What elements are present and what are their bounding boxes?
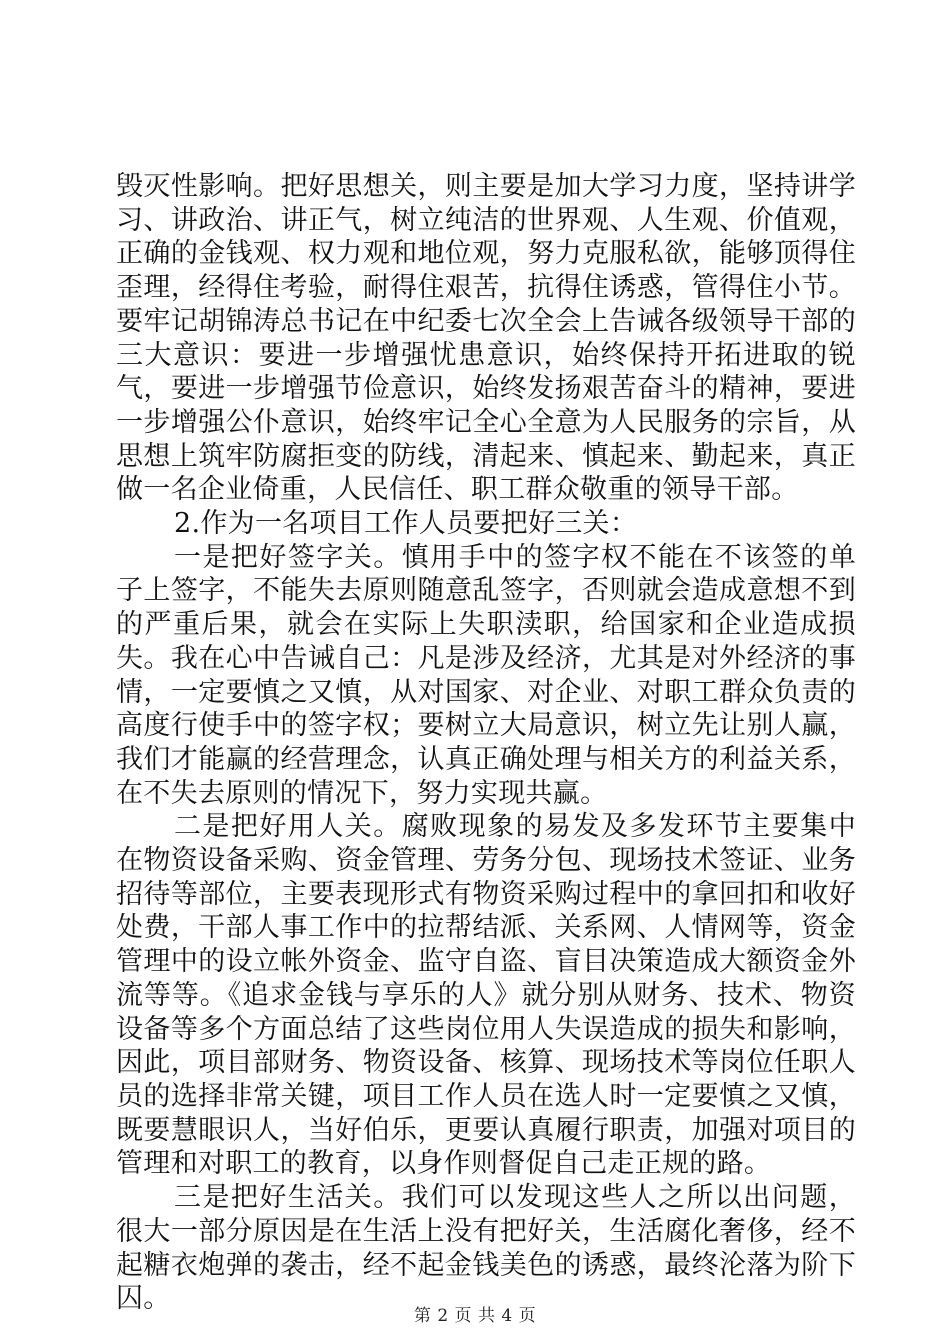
paragraph-continued: 毁灭性影响。把好思想关，则主要是加大学习力度，坚持讲学习、讲政治、讲正气，树立纯洁的世界观、人生观、价值观，正确的金钱观、权力观和地位观，努力克服私欲，能够顶得住歪理，经得住考验，耐得住艰苦，抗得住诱惑，管得住小节。要牢记胡锦涛总书记在中纪委七次全会上告诫各级领导干部的三大意识：要进一步增强忧患意识，始终保持开拓进取的锐气，要进一步增强节俭意识，始终发扬艰苦奋斗的精神，要进一步增强公仆意识，始终牢记全心全意为人民服务的宗旨，从思想上筑牢防腐拒变的防线，清起来、慎起来、勤起来，真正做一名企业倚重，人民信任、职工群众敬重的领导干部。 <box>116 171 856 506</box>
paragraph-personnel-check: 二是把好用人关。腐败现象的易发及多发环节主要集中在物资设备采购、资金管理、劳务分包、现场技术签证、业务招待等部位，主要表现形式有物资采购过程中的拿回扣和收好处费，干部人事工作中的拉帮结派、关系网、人情网等，资金管理中的设立帐外资金、监守自盗、盲目决策造成大额资金外流等等。《追求金钱与享乐的人》就分别从财务、技术、物资设备等多个方面总结了这些岗位用人失误造成的损失和影响，因此，项目部财务、物资设备、核算、现场技术等岗位任职人员的选择非常关键，项目工作人员在选人时一定要慎之又慎，既要慧眼识人，当好伯乐，更要认真履行职责，加强对项目的管理和对职工的教育，以身作则督促自己走正规的路。 <box>116 811 856 1180</box>
section-heading: 2.作为一名项目工作人员要把好三关： <box>174 508 638 540</box>
document-body <box>116 170 856 1316</box>
page-number-footer: 第 2 页 共 4 页 <box>413 1306 537 1326</box>
paragraph-lifestyle-check: 三是把好生活关。我们可以发现这些人之所以出问题，很大一部分原因是在生活上没有把好关，生活腐化奢侈，经不起糖衣炮弹的袭击，经不起金钱美色的诱惑，最终沦落为阶下囚。 <box>116 1182 856 1315</box>
paragraph-signature-check: 一是把好签字关。慎用手中的签字权不能在不该签的单子上签字，不能失去原则随意乱签字，否则就会造成意想不到的严重后果，就会在实际上失职渎职，给国家和企业造成损失。我在心中告诫自己：凡是涉及经济，尤其是对外经济的事情，一定要慎之又慎，从对国家、对企业、对职工群众负责的高度行使手中的签字权；要树立大局意识，树立先让别人赢，我们才能赢的经营理念，认真正确处理与相关方的利益关系，在不失去原则的情况下，努力实现共赢。 <box>116 541 856 809</box>
